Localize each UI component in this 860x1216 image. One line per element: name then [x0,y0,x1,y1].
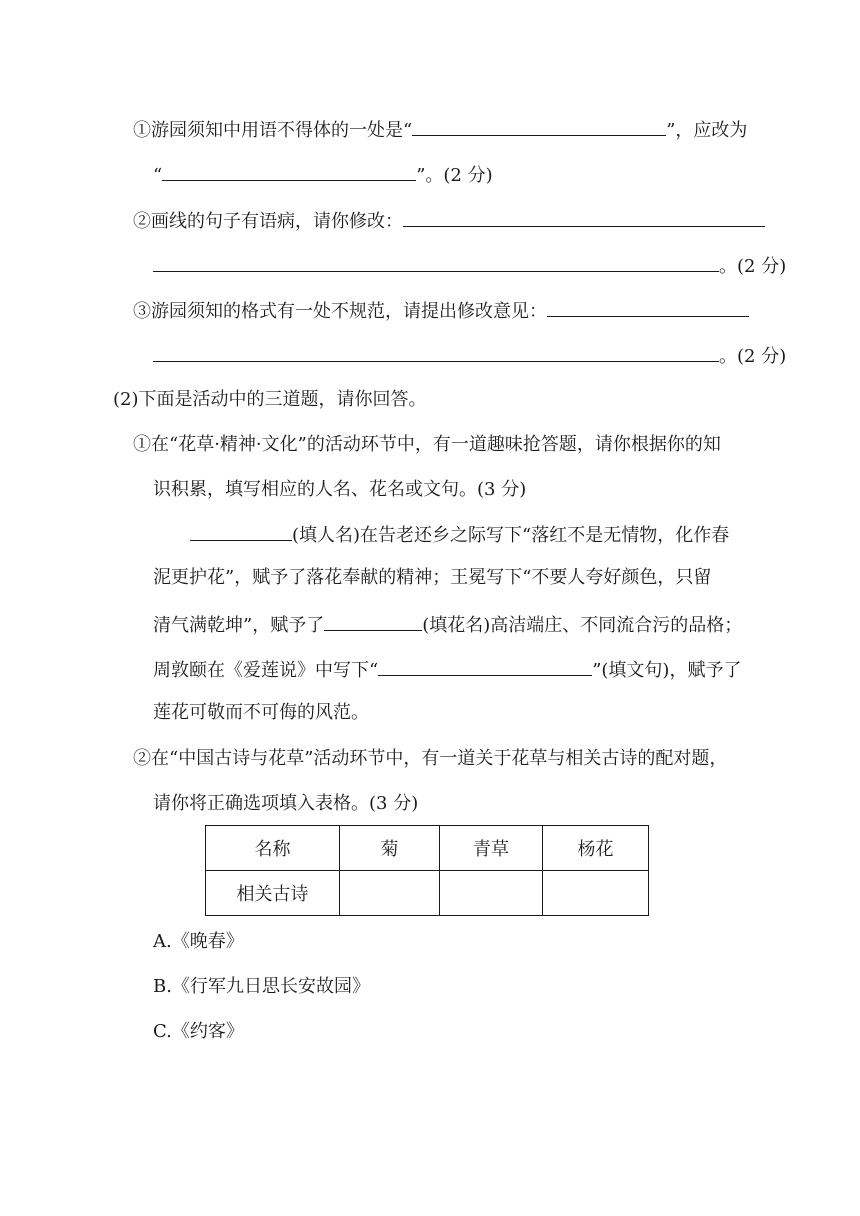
q1-item2-text-a: ②画线的句子有语病，请你修改： [133,211,403,232]
passage-blank-flower[interactable] [324,610,422,631]
option-c: C.《约客》 [153,1021,244,1042]
table-header-row [206,826,649,871]
passage-line-2: 泥更护花”，赋予了落花奉献的精神；王冕写下“不要人夸好颜色，只留 [153,567,712,588]
q1-item1-line2 [153,160,493,189]
q1-item3-line1 [133,296,749,325]
passage-line-1 [190,520,729,549]
q1-item3-text-b: 。(2 分) [719,346,787,367]
q1-item2-line2 [153,251,786,280]
option-a: A.《晚春》 [153,931,244,952]
q2-sub2-line2: 请你将正确选项填入表格。(3 分) [153,793,419,814]
passage-text-4b: ”(填文句)，赋予了 [592,660,742,681]
table-row [206,871,649,916]
q1-item1-text-c: “ [153,165,163,186]
q2-sub1-line2: 识积累，填写相应的人名、花名或文句。(3 分) [153,479,527,500]
q1-item2-line1 [133,206,765,235]
q1-item3-line2 [153,341,786,370]
q1-item2-blank-a[interactable] [403,206,765,227]
passage-line-3 [153,610,742,639]
q1-item1-blank-a[interactable] [412,115,666,136]
q1-item1-line1 [133,115,747,144]
flower-poem-table [205,825,649,916]
q1-item1-text-b: ”，应改为 [666,120,748,141]
table-header-cell: 名称 [206,826,340,871]
passage-blank-quote[interactable] [378,655,592,676]
passage-text-3b: (填花名)高洁端庄、不同流合污的品格； [422,615,743,636]
q1-item1-text-a: ①游园须知中用语不得体的一处是“ [133,120,413,141]
answer-cell-ju[interactable] [340,871,440,916]
q1-item3-blank-b[interactable] [153,341,719,362]
table-header-cell: 菊 [340,826,440,871]
q1-item3-text-a: ③游园须知的格式有一处不规范，请提出修改意见： [133,301,547,322]
table-header-cell: 青草 [440,826,543,871]
q1-item3-blank-a[interactable] [547,296,749,317]
passage-text-4a: 周敦颐在《爱莲说》中写下“ [153,660,379,681]
q2-intro: (2)下面是活动中的三道题，请你回答。 [113,389,427,410]
passage-line-5: 莲花可敬而不可侮的风范。 [153,702,369,723]
table-row-label: 相关古诗 [206,871,340,916]
answer-cell-qingcao[interactable] [440,871,543,916]
answer-cell-yanghua[interactable] [543,871,649,916]
q1-item2-blank-b[interactable] [153,251,719,272]
q1-item1-text-d: ”。(2 分) [416,165,493,186]
q1-item2-text-b: 。(2 分) [719,256,787,277]
option-b: B.《行军九日思长安故园》 [153,976,370,997]
q1-item1-blank-b[interactable] [162,160,416,181]
q2-sub1-line1: ①在“花草·精神·文化”的活动环节中，有一道趣味抢答题，请你根据你的知 [133,434,721,455]
q2-sub2-line1: ②在“中国古诗与花草”活动环节中，有一道关于花草与相关古诗的配对题， [133,748,728,769]
passage-text-3a: 清气满乾坤”，赋予了 [153,615,325,636]
table-header-cell: 杨花 [543,826,649,871]
passage-blank-person[interactable] [190,520,292,541]
passage-text-1: (填人名)在告老还乡之际写下“落红不是无情物，化作春 [292,525,730,546]
passage-line-4 [153,655,741,684]
